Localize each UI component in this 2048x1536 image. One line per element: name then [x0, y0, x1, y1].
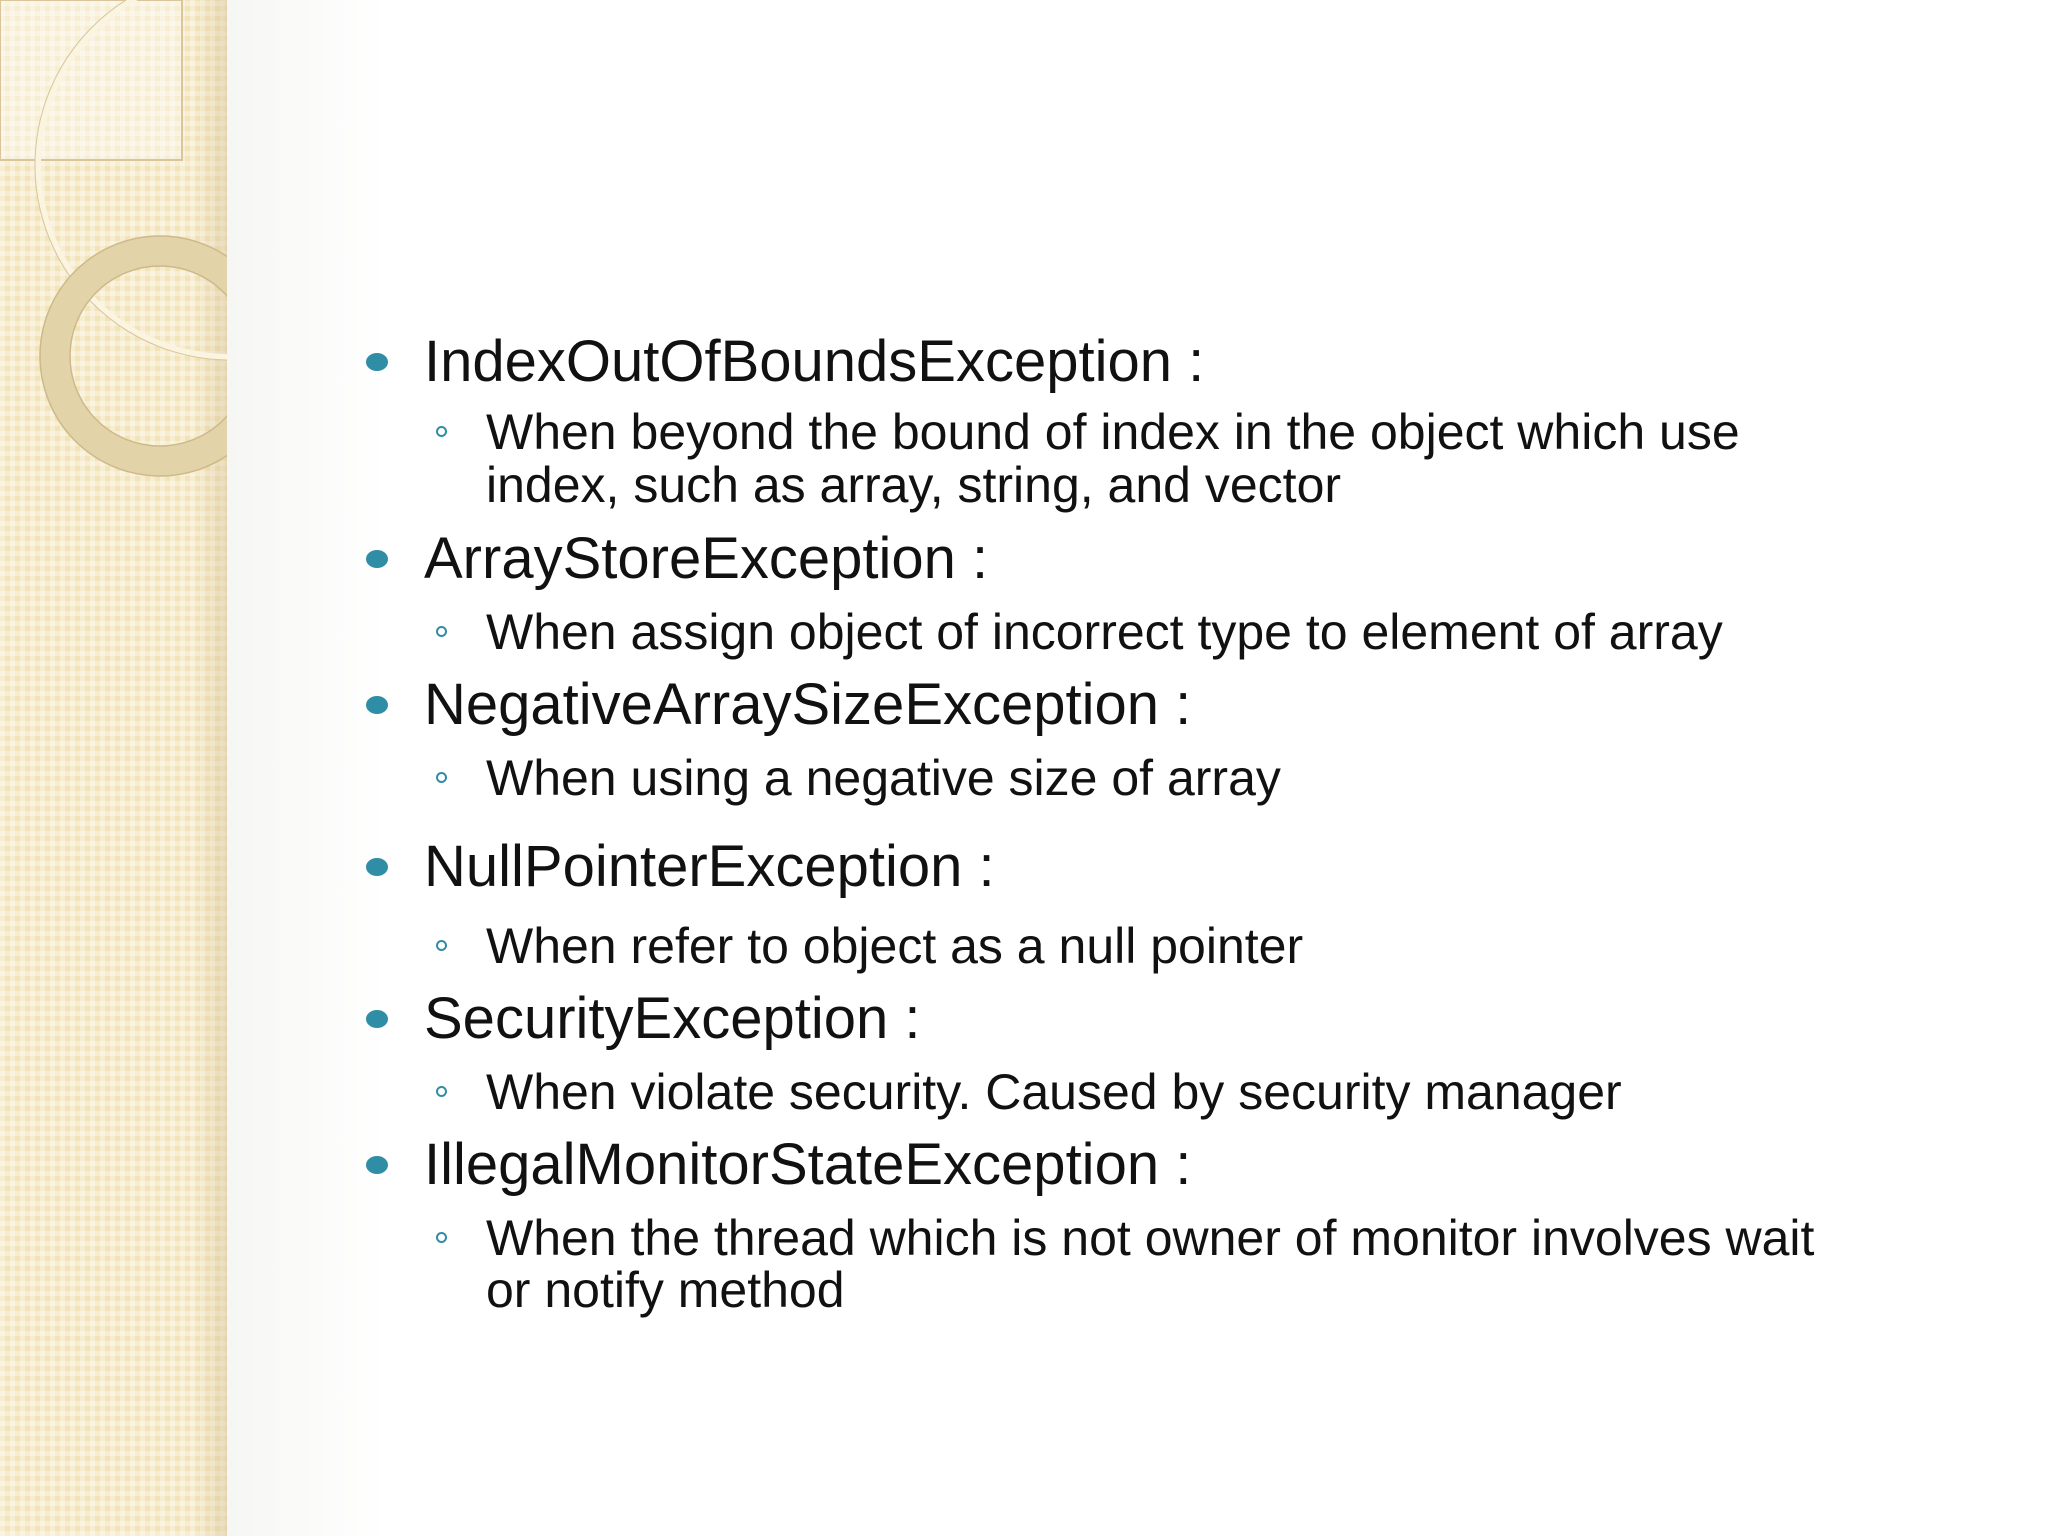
sub-bullet-icon — [436, 426, 447, 437]
list-item-description: When the thread which is not owner of monitor involves wait — [486, 1210, 1815, 1266]
list-item-description: When beyond the bound of index in the object which use — [486, 404, 1740, 460]
bullet-icon — [366, 1010, 388, 1028]
bullet-icon — [366, 353, 388, 371]
sub-bullet-icon — [436, 1232, 447, 1243]
list-item-description: When assign object of incorrect type to element of array — [486, 604, 1723, 660]
list-item-description: index, such as array, string, and vector — [486, 457, 1342, 513]
list-item-title: NullPointerException : — [424, 834, 995, 899]
list-item-description: or notify method — [486, 1262, 845, 1318]
list-item-title: SecurityException : — [424, 986, 921, 1051]
list-item-description: When using a negative size of array — [486, 750, 1281, 806]
content-shadow — [227, 0, 387, 1536]
bullet-icon — [366, 858, 388, 876]
list-item-description: When refer to object as a null pointer — [486, 918, 1304, 974]
list-item-title: IllegalMonitorStateException : — [424, 1132, 1192, 1197]
list-item-title: ArrayStoreException : — [424, 526, 989, 591]
decorative-sidebar — [0, 0, 227, 1536]
sub-bullet-icon — [436, 1086, 447, 1097]
sub-bullet-icon — [436, 940, 447, 951]
list-item-title: NegativeArraySizeException : — [424, 672, 1192, 737]
list-item-description: When violate security. Caused by security manager — [486, 1064, 1622, 1120]
list-item-title: IndexOutOfBoundsException : — [424, 329, 1205, 394]
bullet-icon — [366, 550, 388, 568]
ring-decoration-icon — [0, 0, 227, 1536]
bullet-icon — [366, 1156, 388, 1174]
sub-bullet-icon — [436, 772, 447, 783]
bullet-icon — [366, 696, 388, 714]
sub-bullet-icon — [436, 626, 447, 637]
